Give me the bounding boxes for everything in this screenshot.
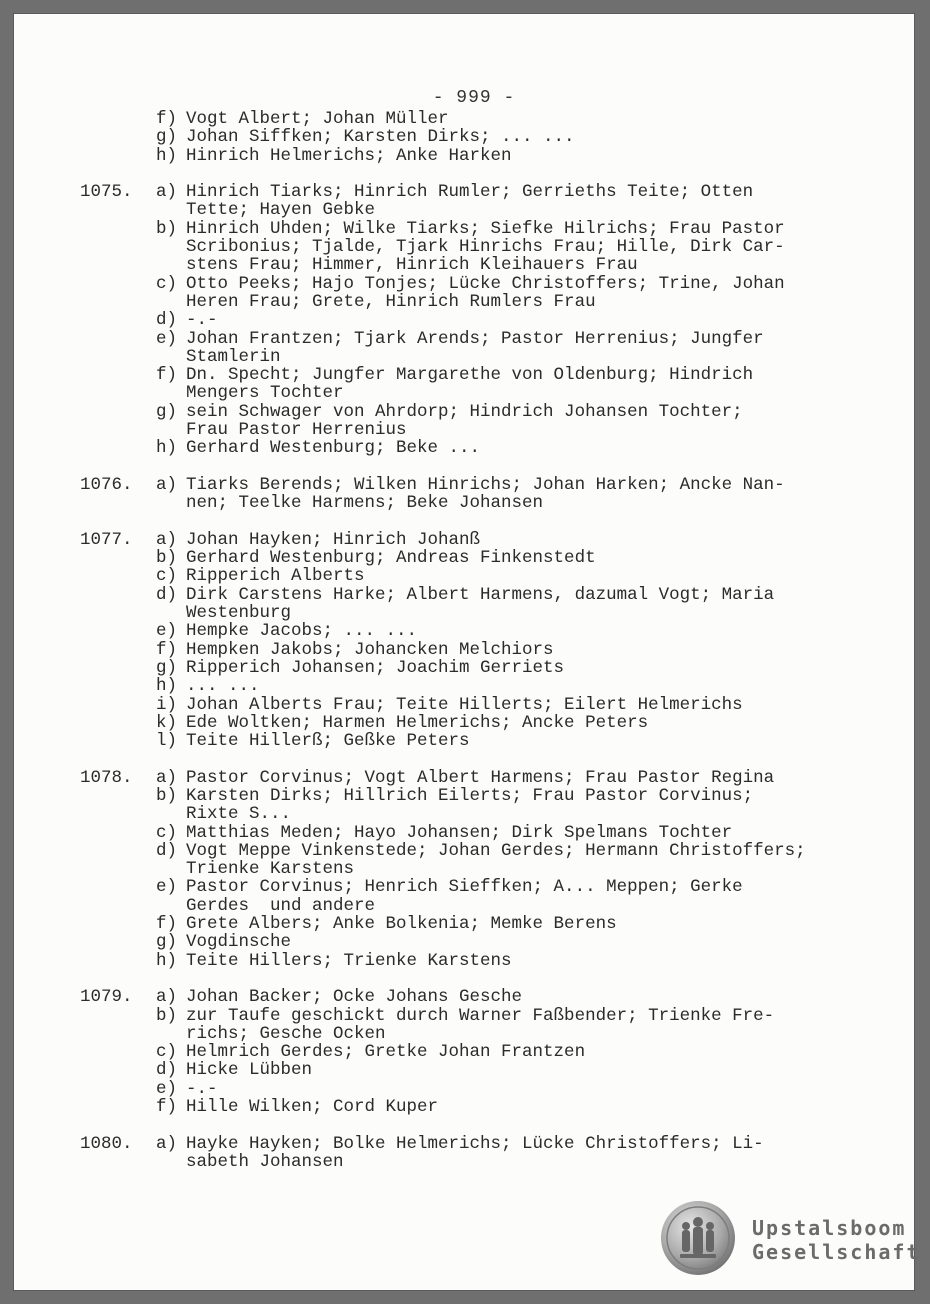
item-letter: e) bbox=[156, 328, 178, 349]
entry-number bbox=[80, 128, 156, 146]
entry-block bbox=[80, 531, 880, 751]
entry-number bbox=[80, 622, 156, 640]
entry-line bbox=[80, 147, 880, 165]
entry-line bbox=[80, 1043, 880, 1061]
entry-number bbox=[80, 586, 156, 604]
item-text: Johan Backer; Ocke Johans Gesche bbox=[186, 987, 523, 1008]
entry-line bbox=[80, 311, 880, 329]
entry-number bbox=[80, 732, 156, 750]
entry-line bbox=[80, 348, 880, 366]
item-text: Gerhard Westenburg; Andreas Finkenstedt bbox=[186, 548, 596, 569]
entry-line bbox=[80, 439, 880, 457]
item-text: Hempke Jacobs; ... ... bbox=[186, 621, 418, 642]
item-text: Dirk Carstens Harke; Albert Harmens, dazumal Vogt; Maria bbox=[186, 584, 775, 605]
entry-number bbox=[80, 641, 156, 659]
entry-line bbox=[80, 824, 880, 842]
item-letter: f) bbox=[156, 365, 178, 386]
entry-line bbox=[80, 494, 880, 512]
item-text: Teite Hillerß; Geßke Peters bbox=[186, 731, 470, 752]
item-letter: d) bbox=[156, 840, 178, 861]
entry-number bbox=[80, 878, 156, 896]
item-text: Rixte S... bbox=[186, 804, 292, 825]
item-text: Gerhard Westenburg; Beke ... bbox=[186, 438, 481, 459]
item-text: stens Frau; Himmer, Hinrich Kleihauers Frau bbox=[186, 255, 638, 276]
item-letter: h) bbox=[156, 438, 178, 459]
entry-number bbox=[80, 933, 156, 951]
entry-line bbox=[80, 860, 880, 878]
entry-line bbox=[80, 1007, 880, 1025]
item-text: Hayke Hayken; Bolke Helmerichs; Lücke Christoffers; Li- bbox=[186, 1133, 764, 1154]
item-text: Teite Hillers; Trienke Karstens bbox=[186, 950, 512, 971]
item-text: Tiarks Berends; Wilken Hinrichs; Johan Harken; Ancke Nan- bbox=[186, 474, 785, 495]
entry-number bbox=[80, 403, 156, 421]
page-number: - 999 - bbox=[432, 88, 516, 108]
item-text: Westenburg bbox=[186, 603, 292, 624]
item-letter: e) bbox=[156, 1078, 178, 1099]
entry-number: 1079. bbox=[80, 987, 133, 1008]
entry-number bbox=[80, 275, 156, 293]
item-text: Hinrich Helmerichs; Anke Harken bbox=[186, 145, 512, 166]
entry-number bbox=[80, 952, 156, 970]
item-text: Helmrich Gerdes; Gretke Johan Frantzen bbox=[186, 1042, 586, 1063]
item-letter: g) bbox=[156, 401, 178, 422]
item-text: Johan Frantzen; Tjark Arends; Pastor Herrenius; Jungfer bbox=[186, 328, 764, 349]
entry-number bbox=[80, 330, 156, 348]
item-text: Johan Hayken; Hinrich Johanß bbox=[186, 529, 481, 550]
item-letter: a) bbox=[156, 767, 178, 788]
entry-line bbox=[80, 403, 880, 421]
entry-number bbox=[80, 677, 156, 695]
entry-line bbox=[80, 933, 880, 951]
item-text: Frau Pastor Herrenius bbox=[186, 420, 407, 441]
entry-line bbox=[80, 769, 880, 787]
entry-line bbox=[80, 567, 880, 585]
entry-number bbox=[80, 147, 156, 165]
item-text: Scribonius; Tjalde, Tjark Hinrichs Frau; Hille, Dirk Car- bbox=[186, 237, 785, 258]
item-text: richs; Gesche Ocken bbox=[186, 1023, 386, 1044]
entry-line bbox=[80, 1153, 880, 1171]
item-text: nen; Teelke Harmens; Beke Johansen bbox=[186, 493, 544, 514]
entry-line bbox=[80, 641, 880, 659]
item-letter: d) bbox=[156, 584, 178, 605]
entry-number bbox=[80, 1007, 156, 1025]
item-text: Heren Frau; Grete, Hinrich Rumlers Frau bbox=[186, 291, 596, 312]
entry-line bbox=[80, 787, 880, 805]
item-text: Ripperich Alberts bbox=[186, 566, 365, 587]
entry-line bbox=[80, 110, 880, 128]
item-letter: e) bbox=[156, 621, 178, 642]
entry-line bbox=[80, 421, 880, 439]
entry-number bbox=[80, 311, 156, 329]
entry-line bbox=[80, 842, 880, 860]
entry-line bbox=[80, 696, 880, 714]
item-text: Ripperich Johansen; Joachim Gerriets bbox=[186, 657, 565, 678]
item-text: Johan Siffken; Karsten Dirks; ... ... bbox=[186, 127, 575, 148]
item-text: Johan Alberts Frau; Teite Hillerts; Eilert Helmerichs bbox=[186, 694, 743, 715]
item-letter: g) bbox=[156, 932, 178, 953]
item-text: Hille Wilken; Cord Kuper bbox=[186, 1097, 439, 1118]
entry-line bbox=[80, 330, 880, 348]
entry-line bbox=[80, 604, 880, 622]
entry-line bbox=[80, 366, 880, 384]
society-logo-text bbox=[752, 1216, 921, 1264]
entry-line bbox=[80, 128, 880, 146]
entry-line bbox=[80, 1098, 880, 1116]
entry-number bbox=[80, 787, 156, 805]
item-text: Gerdes und andere bbox=[186, 895, 376, 916]
item-letter: c) bbox=[156, 1042, 178, 1063]
item-text: Hempken Jakobs; Johancken Melchiors bbox=[186, 639, 554, 660]
item-letter: h) bbox=[156, 145, 178, 166]
entry-number bbox=[80, 659, 156, 677]
item-letter: b) bbox=[156, 785, 178, 806]
item-letter: c) bbox=[156, 273, 178, 294]
item-text: Hinrich Tiarks; Hinrich Rumler; Gerrieths Teite; Otten bbox=[186, 182, 754, 203]
item-letter: h) bbox=[156, 950, 178, 971]
entry-line bbox=[80, 878, 880, 896]
item-letter: b) bbox=[156, 1005, 178, 1026]
entry-line bbox=[80, 622, 880, 640]
entry-number bbox=[80, 1061, 156, 1079]
item-letter: e) bbox=[156, 877, 178, 898]
entry-number: 1080. bbox=[80, 1133, 133, 1154]
entry-number: 1077. bbox=[80, 529, 133, 550]
item-text: Stamlerin bbox=[186, 346, 281, 367]
item-text: Dn. Specht; Jungfer Margarethe von Oldenburg; Hindrich bbox=[186, 365, 754, 386]
item-text: Trienke Karstens bbox=[186, 859, 355, 880]
item-letter: b) bbox=[156, 548, 178, 569]
item-letter: a) bbox=[156, 1133, 178, 1154]
entry-line bbox=[80, 805, 880, 823]
item-text: Vogt Albert; Johan Müller bbox=[186, 109, 449, 129]
entry-number bbox=[80, 549, 156, 567]
item-text: Pastor Corvinus; Henrich Sieffken; A... Meppen; Gerke bbox=[186, 877, 743, 898]
entry-list bbox=[80, 110, 880, 1190]
entry-block bbox=[80, 1135, 880, 1172]
entry-line bbox=[80, 897, 880, 915]
entry-block bbox=[80, 988, 880, 1116]
entry-number bbox=[80, 567, 156, 585]
item-text: Karsten Dirks; Hillrich Eilerts; Frau Pastor Corvinus; bbox=[186, 785, 754, 806]
entry-line bbox=[80, 293, 880, 311]
entry-block bbox=[80, 183, 880, 457]
item-text: Matthias Meden; Hayo Johansen; Dirk Spelmans Tochter bbox=[186, 822, 733, 843]
item-letter: a) bbox=[156, 182, 178, 203]
item-letter: i) bbox=[156, 694, 178, 715]
item-text: Vogdinsche bbox=[186, 932, 292, 953]
entry-line bbox=[80, 220, 880, 238]
item-text: Hicke Lübben bbox=[186, 1060, 313, 1081]
entry-line bbox=[80, 1061, 880, 1079]
entry-number bbox=[80, 696, 156, 714]
item-letter: g) bbox=[156, 127, 178, 148]
entry-number bbox=[80, 824, 156, 842]
entry-line bbox=[80, 988, 880, 1006]
item-letter: l) bbox=[156, 731, 178, 752]
item-text: Vogt Meppe Vinkenstede; Johan Gerdes; Hermann Christoffers; bbox=[186, 840, 806, 861]
entry-line bbox=[80, 183, 880, 201]
item-letter: k) bbox=[156, 712, 178, 733]
item-text: Hinrich Uhden; Wilke Tiarks; Siefke Hilrichs; Frau Pastor bbox=[186, 218, 785, 239]
logo-line-1: Upstalsboom bbox=[752, 1216, 907, 1240]
item-letter: c) bbox=[156, 822, 178, 843]
entry-number bbox=[80, 220, 156, 238]
entry-line bbox=[80, 275, 880, 293]
item-letter: f) bbox=[156, 639, 178, 660]
item-letter: c) bbox=[156, 566, 178, 587]
item-letter: d) bbox=[156, 310, 178, 331]
entry-line bbox=[80, 1080, 880, 1098]
entry-number: 1078. bbox=[80, 767, 133, 788]
item-letter: f) bbox=[156, 914, 178, 935]
item-text: -.- bbox=[186, 1078, 218, 1099]
entry-line bbox=[80, 714, 880, 732]
item-text: zur Taufe geschickt durch Warner Faßbender; Trienke Fre- bbox=[186, 1005, 775, 1026]
entry-number bbox=[80, 1080, 156, 1098]
item-text: sein Schwager von Ahrdorp; Hindrich Johansen Tochter; bbox=[186, 401, 743, 422]
entry-line bbox=[80, 732, 880, 750]
entry-block bbox=[80, 769, 880, 970]
item-text: Ede Woltken; Harmen Helmerichs; Ancke Peters bbox=[186, 712, 649, 733]
logo-line-2: Gesellschaft bbox=[752, 1240, 921, 1264]
item-letter: f) bbox=[156, 1097, 178, 1118]
entry-line bbox=[80, 1025, 880, 1043]
entry-line bbox=[80, 915, 880, 933]
entry-line bbox=[80, 1135, 880, 1153]
item-text: Pastor Corvinus; Vogt Albert Harmens; Frau Pastor Regina bbox=[186, 767, 775, 788]
item-letter: a) bbox=[156, 474, 178, 495]
entry-number bbox=[80, 1098, 156, 1116]
item-text: ... ... bbox=[186, 676, 260, 697]
entry-line bbox=[80, 476, 880, 494]
entry-number bbox=[80, 714, 156, 732]
item-text: Tette; Hayen Gebke bbox=[186, 200, 376, 221]
entry-line bbox=[80, 549, 880, 567]
entry-number bbox=[80, 110, 156, 128]
entry-line bbox=[80, 238, 880, 256]
entry-line bbox=[80, 384, 880, 402]
entry-number: 1075. bbox=[80, 182, 133, 203]
entry-line bbox=[80, 256, 880, 274]
item-letter: b) bbox=[156, 218, 178, 239]
entry-intro bbox=[80, 110, 880, 165]
item-letter: f) bbox=[156, 109, 178, 129]
item-text: sabeth Johansen bbox=[186, 1151, 344, 1172]
entry-line bbox=[80, 201, 880, 219]
entry-number bbox=[80, 366, 156, 384]
item-text: Grete Albers; Anke Bolkenia; Memke Berens bbox=[186, 914, 617, 935]
item-letter: a) bbox=[156, 529, 178, 550]
item-letter: a) bbox=[156, 987, 178, 1008]
entry-line bbox=[80, 677, 880, 695]
entry-line bbox=[80, 586, 880, 604]
entry-number: 1076. bbox=[80, 474, 133, 495]
item-text: -.- bbox=[186, 310, 218, 331]
entry-number bbox=[80, 915, 156, 933]
item-text: Otto Peeks; Hajo Tonjes; Lücke Christoffers; Trine, Johan bbox=[186, 273, 785, 294]
entry-line bbox=[80, 659, 880, 677]
document-page bbox=[14, 14, 921, 1290]
item-letter: d) bbox=[156, 1060, 178, 1081]
entry-number bbox=[80, 439, 156, 457]
entry-number bbox=[80, 842, 156, 860]
item-letter: h) bbox=[156, 676, 178, 697]
item-letter: g) bbox=[156, 657, 178, 678]
entry-block bbox=[80, 476, 880, 513]
item-text: Mengers Tochter bbox=[186, 383, 344, 404]
entry-number bbox=[80, 1043, 156, 1061]
seal-icon bbox=[660, 1200, 736, 1276]
entry-line bbox=[80, 531, 880, 549]
entry-line bbox=[80, 952, 880, 970]
